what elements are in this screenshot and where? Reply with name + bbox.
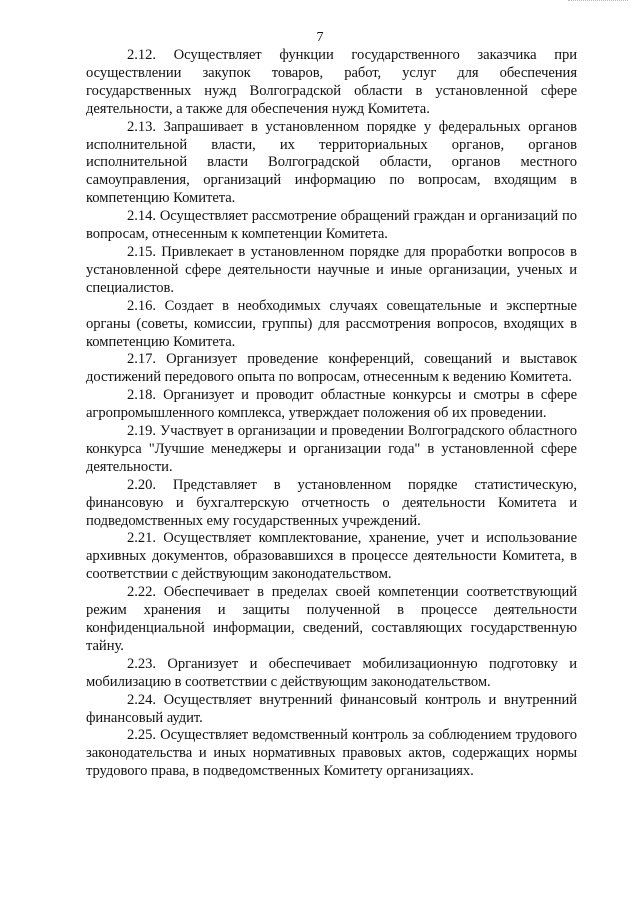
paragraph-2-25: 2.25. Осуществляет ведомственный контроль за соблюдением трудового законодательства и иных нормативных правовых актов, содержащих нормы трудового права, в подведомственных Комитету организациях.	[86, 727, 577, 780]
document-body	[86, 47, 577, 781]
paragraph-2-17: 2.17. Организует проведение конференций, совещаний и выставок достижений передового опыта по вопросам, отнесенным к ведению Комитета.	[86, 351, 577, 386]
paragraph-2-23: 2.23. Организует и обеспечивает мобилизационную подготовку и мобилизацию в соответствии с действующим законодательством.	[86, 655, 577, 690]
paragraph-2-16: 2.16. Создает в необходимых случаях совещательные и экспертные органы (советы, комиссии, группы) для рассмотрения вопросов, входящих в компетенцию Комитета.	[86, 297, 577, 350]
paragraph-2-12: 2.12. Осуществляет функции государственного заказчика при осуществлении закупок товаров, работ, услуг для обеспечения государственных нужд Волгоградской области в установленной сфере деятельности, а также для обеспечения нужд Комитета.	[86, 47, 577, 117]
paragraph-2-18: 2.18. Организует и проводит областные конкурсы и смотры в сфере агропромышленного комплекса, утверждает положения об их проведении.	[86, 387, 577, 422]
paragraph-2-15: 2.15. Привлекает в установленном порядке для проработки вопросов в установленной сфере деятельности научные и иные организации, ученых и специалистов.	[86, 243, 577, 296]
paragraph-2-14: 2.14. Осуществляет рассмотрение обращений граждан и организаций по вопросам, отнесенным к компетенции Комитета.	[86, 208, 577, 243]
paragraph-2-13: 2.13. Запрашивает в установленном порядке у федеральных органов исполнительной власти, их территориальных органов, органов исполнительной власти Волгоградской области, органов местного самоуправления, организаций информацию по вопросам, входящим в компетенцию Комитета.	[86, 118, 577, 207]
scan-corner-mark	[568, 0, 628, 4]
paragraph-2-22: 2.22. Обеспечивает в пределах своей компетенции соответствующий режим хранения и защиты полученной в процессе деятельности конфиденциальной информации, сведений, составляющих государственную тайну.	[86, 584, 577, 654]
paragraph-2-24: 2.24. Осуществляет внутренний финансовый контроль и внутренний финансовый аудит.	[86, 691, 577, 726]
paragraph-2-21: 2.21. Осуществляет комплектование, хранение, учет и использование архивных документов, образовавшихся в процессе деятельности Комитета, в соответствии с действующим законодательством.	[86, 530, 577, 583]
paragraph-2-20: 2.20. Представляет в установленном порядке статистическую, финансовую и бухгалтерскую отчетность о деятельности Комитета и подведомственных ему государственных учреждений.	[86, 476, 577, 529]
page-number: 7	[316, 30, 324, 45]
paragraph-2-19: 2.19. Участвует в организации и проведении Волгоградского областного конкурса "Лучшие менеджеры и организации года" в установленной сфере деятельности.	[86, 423, 577, 475]
